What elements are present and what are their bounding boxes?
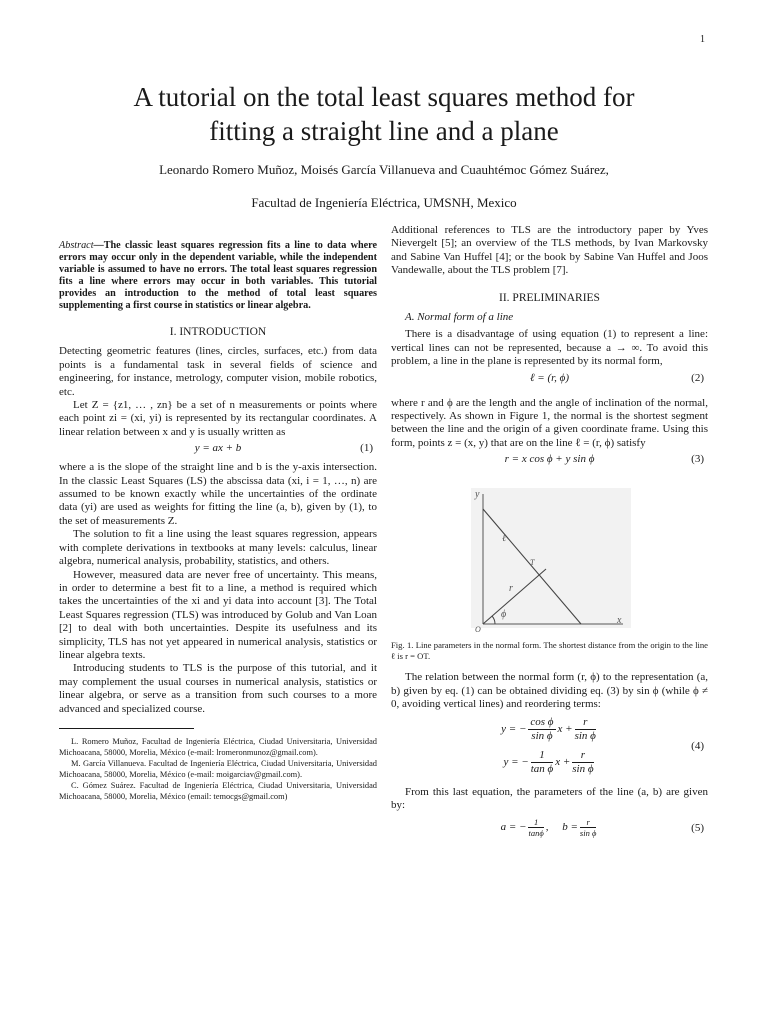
prelim-paragraph-3: The relation between the normal form (r, ϕ) to the representation (a, b) given by eq. (1) can be obtained dividing eq. (3) by sin ϕ (while ϕ ≠ 0, avoiding vertical lines) and reordering terms: xyxy=(391,671,708,711)
equation-5 xyxy=(391,817,708,843)
figure-1-caption: Fig. 1. Line parameters in the normal form. The shortest distance from the origin to the line ℓ is r = OT. xyxy=(391,640,708,661)
abstract-text: —The classic least squares regression fits a line to data where errors may occur only in the dependent variable, while the independent variable is assumed to have no errors. The total least squares regression fits a line where errors may occur in both variables. This tutorial provides an introduction to the method of total least squares supplementing a first course in statistics or linear algebra. xyxy=(59,240,377,311)
left-column xyxy=(59,224,377,804)
equation-4-line-1: y = − $\frac{\text{cos ϕ}}{\text{sin ϕ}}$ x + $\frac{r}{\text{sin ϕ}}$ xyxy=(501,715,596,742)
figure-label-line: ℓ xyxy=(502,533,507,545)
equation-4-line-2: y = − $\frac{1}{\text{tan ϕ}}$ x + $\frac{r}{\text{sin ϕ}}$ xyxy=(503,748,594,775)
equation-3 xyxy=(391,452,708,476)
equation-4-number: (4) xyxy=(691,739,704,752)
figure-label-x: x xyxy=(617,615,622,627)
title-line-2: fitting a straight line and a plane xyxy=(209,116,559,146)
equation-1-body: y = ax + b xyxy=(194,442,242,455)
equation-5-body: a = − $\frac{1}{\tan\phi}$ , b = $\frac{r}{\text{sin ϕ}}$ xyxy=(500,816,597,838)
intro-paragraph-4: The solution to fit a line using the least squares regression, appears with complete derivations in textbooks at many levels: calculus, linear algebra, numerical analysis, probability, statistics, and others. xyxy=(59,528,377,568)
title-line-1: A tutorial on the total least squares method for xyxy=(133,82,635,112)
subsection-normal-form-heading: A. Normal form of a line xyxy=(405,311,514,324)
prelim-paragraph-1: There is a disadvantage of using equation (1) to represent a line: vertical lines can not be represented, because a → ∞. To avoid this problem, a line in the plane is represented by its normal form, xyxy=(391,328,708,368)
author-list: Leonardo Romero Muñoz, Moisés García Villanueva and Cuauhtémoc Gómez Suárez, xyxy=(159,162,609,177)
equation-4-frac-tan: $\frac{1}{\text{tan ϕ}}$ xyxy=(530,748,554,775)
figure-background xyxy=(471,488,631,628)
equation-4 xyxy=(391,716,708,782)
section-introduction-heading: I. INTRODUCTION xyxy=(169,326,267,338)
prelim-paragraph-2: where r and ϕ are the length and the angle of inclination of the normal, respectively. As shown in Figure 1, the normal is the shortest segment between the line and the origin of a given coordinate frame. Using this form, points z = (x, y) that are on the line ℓ = (r, ϕ) satisfy xyxy=(391,396,708,449)
abstract-lead: Abstract xyxy=(59,240,94,251)
equation-2-number: (2) xyxy=(691,371,704,384)
equation-4-frac-r-2: $\frac{r}{\text{sin ϕ}}$ xyxy=(572,748,594,775)
figure-label-phi: ϕ xyxy=(501,609,507,621)
figure-label-r: r xyxy=(509,583,513,595)
footnote-author-1: L. Romero Muñoz, Facultad de Ingeniería Eléctrica, Ciudad Universitaria, Universidad Michoacana, 58000, Morelia, México (e-mail: lromeronmunoz@gmail.com). xyxy=(59,736,377,757)
figure-1 xyxy=(391,484,708,634)
equation-5-frac-b: $\frac{r}{\text{sin ϕ}}$ xyxy=(579,816,597,838)
intro-continued-paragraph: Additional references to TLS are the introductory paper by Yves Nievergelt [5]; an overview of the TLS methods, by Ivan Markovsky and Sabine Van Huffel [4]; or the book by Sabine Van Huffel and Joos Vandewalle, about the TLS problem [7]. xyxy=(391,224,708,277)
footnote-author-2: M. García Villanueva. Facultad de Ingeniería Eléctrica, Ciudad Universitaria, Universidad Michoacana, 58000, Morelia, México (e-mail: moigarciav@gmail.com). xyxy=(59,759,377,779)
intro-paragraph-3: where a is the slope of the straight line and b is the y-axis intersection. In the classic Least Squares (LS) the abscissa data (xi, i = 1, …, n) are assumed to be known exactly while the uncertainties of the ordinate data (yi) are used as weights for fitting the line (a, b), given by (1), to the set of measurements Z. xyxy=(59,461,377,527)
figure-label-y: y xyxy=(475,489,480,501)
intro-paragraph-2: Let Z = {z1, … , zn} be a set of n measurements or points where each point zi = (xi, yi) is represented by its rectangular coordinates. A linear relation between x and y is usually written as xyxy=(59,399,377,438)
figure-1-diagram xyxy=(391,484,708,634)
equation-5-frac-a: $\frac{1}{\tan\phi}$ xyxy=(528,816,544,838)
affiliation: Facultad de Ingeniería Eléctrica, UMSNH, Mexico xyxy=(251,195,517,210)
equation-2-body: ℓ = (r, ϕ) xyxy=(529,371,570,384)
right-column xyxy=(391,224,708,845)
equation-4-frac-cos: $\frac{\text{cos ϕ}}{\text{sin ϕ}}$ xyxy=(530,715,554,742)
figure-label-t: T xyxy=(530,558,535,568)
equation-2 xyxy=(391,371,708,395)
footnote-separator xyxy=(59,728,194,729)
paper-title xyxy=(0,80,768,148)
abstract xyxy=(59,240,377,312)
section-preliminaries-heading: II. PRELIMINARIES xyxy=(499,291,600,304)
figure-label-origin: O xyxy=(475,625,481,635)
intro-paragraph-5: However, measured data are never free of uncertainty. This means, in order to determine a best fit to a line, a method is required which takes the uncertainties of the xi and yi data into account [3]. The Total Least Squares regression (TLS) was introduced by Golub and Van Loan [2] to deal with both uncertainties. Despite its usefulness and its simplicity, TLS has not yet appeared in numerical analysis, statistics or linear algebra texts. xyxy=(59,568,377,661)
equation-3-number: (3) xyxy=(691,453,704,466)
prelim-paragraph-4: From this last equation, the parameters of the line (a, b) are given by: xyxy=(391,785,708,812)
intro-paragraph-1: Detecting geometric features (lines, circles, surfaces, etc.) from data points is a fundamental task in several fields of science and engineering, for instance, metrology, computer vision, mobile robotics, etc. xyxy=(59,345,377,398)
page-number: 1 xyxy=(700,34,705,45)
equation-1 xyxy=(59,441,377,459)
equation-5-number: (5) xyxy=(691,821,704,834)
intro-paragraph-6: Introducing students to TLS is the purpose of this tutorial, and it may complement the usual courses in numerical analysis, statistics or linear algebra, or serve as a transition from such courses to a more advanced and specialized course. xyxy=(59,662,377,715)
equation-3-body: r = x cos ϕ + y sin ϕ xyxy=(504,453,595,466)
equation-4-frac-r-1: $\frac{r}{\text{sin ϕ}}$ xyxy=(574,715,596,742)
equation-1-number: (1) xyxy=(360,442,373,455)
footnote-author-3: C. Gómez Suárez. Facultad de Ingeniería Eléctrica, Ciudad Universitaria, Universidad Michoacana, 58000, Morelia, México (email: temocgs@gmail.com) xyxy=(59,781,377,801)
